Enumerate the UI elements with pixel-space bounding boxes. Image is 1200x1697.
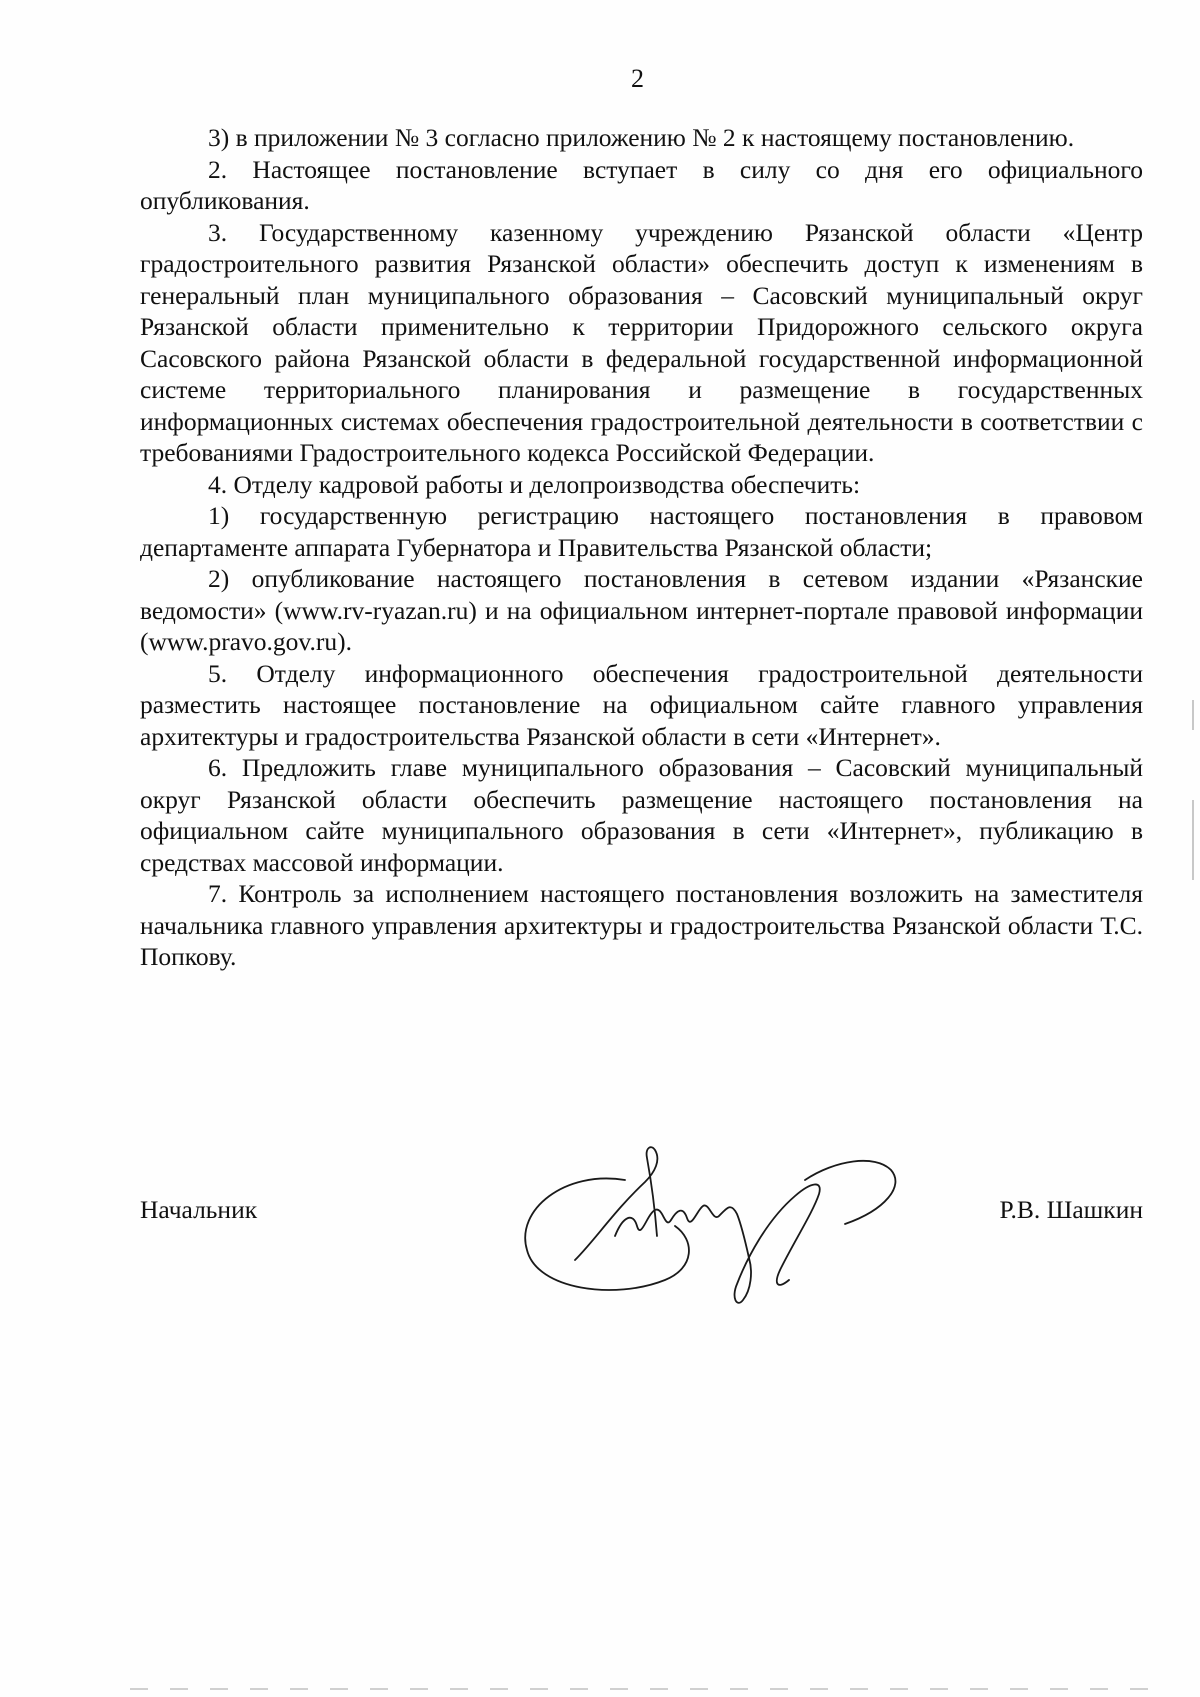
paragraph-7: 7. Контроль за исполнением настоящего постановления возложить на заместителя начальника главного управления архитектуры и градостроительства Рязанской области Т.С. Попкову.: [140, 879, 1143, 971]
scan-edge-mark: [1192, 700, 1194, 730]
paragraph-3: 3. Государственному казенному учреждению Рязанской области «Центр градостроительного развития Рязанской области» обеспечить доступ к изменениям в генеральный план муниципального образования – Сасовский муниципальный округ Рязанской области применительно к территории Придорожного сельского округа Сасовского района Рязанской области в федеральной государственной информационной системе территориального планирования и размещение в государственных информационных системах обеспечения градостроительной деятельности в соответствии с требованиями Градостроительного кодекса Российской Федерации.: [140, 217, 1143, 467]
paragraph-6: 6. Предложить главе муниципального образования – Сасовский муниципальный округ Рязанской области обеспечить размещение настоящего постановления на официальном сайте муниципального образования в сети «Интернет», публикацию в средствах массовой информации.: [140, 753, 1143, 877]
paragraph-5: 5. Отделу информационного обеспечения градостроительной деятельности разместить настоящее постановление на официальном сайте главного управления архитектуры и градостроительства Рязанской области в сети «Интернет».: [140, 658, 1143, 751]
paragraph-4: 4. Отделу кадровой работы и делопроизводства обеспечить:: [208, 469, 861, 499]
paragraph-2: 2. Настоящее постановление вступает в силу со дня его официального опубликования.: [140, 154, 1143, 215]
paragraph-4-2: 2) опубликование настоящего постановления в сетевом издании «Рязанские ведомости» (www.rv-ryazan.ru) и на официальном интернет-портале правовой информации (www.pravo.gov.ru).: [140, 564, 1143, 656]
scan-edge-mark: [1192, 800, 1194, 880]
scan-bottom-edge: [130, 1688, 1150, 1690]
document-body: [140, 122, 1143, 973]
handwritten-signature: [505, 1140, 925, 1320]
paragraph-item-3-1: 3) в приложении № 3 согласно приложению № 2 к настоящему постановлению.: [208, 123, 1075, 152]
signer-title: Начальник: [140, 1195, 258, 1224]
signer-name: Р.В. Шашкин: [999, 1195, 1143, 1224]
paragraph-4-1: 1) государственную регистрацию настоящего постановления в правовом департаменте аппарата Губернатора и Правительства Рязанской области;: [140, 501, 1143, 562]
page-number: 2: [631, 64, 644, 93]
